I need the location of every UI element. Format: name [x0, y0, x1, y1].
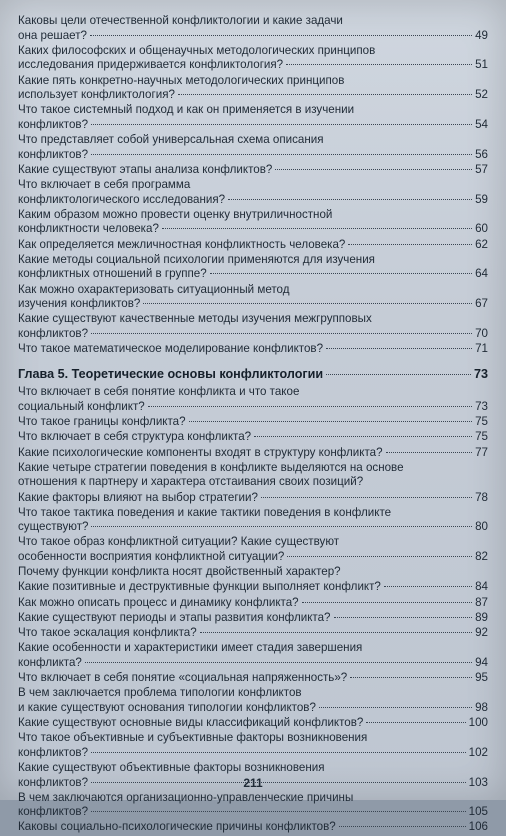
toc-entry-text: Что такое эскалация конфликта? — [18, 626, 197, 639]
toc-entry-text: В чем заключается проблема типологии конфликтов — [18, 686, 302, 700]
toc-page-number: 57 — [475, 162, 488, 176]
toc-entry-text: Какие существуют качественные методы изучения межгрупповых — [18, 312, 372, 326]
toc-entry-line — [18, 596, 488, 611]
toc-entry — [18, 565, 488, 580]
toc-entry — [18, 385, 488, 414]
toc-entry-line — [18, 29, 488, 44]
toc-page-number: 70 — [475, 327, 488, 340]
leader-dots — [91, 526, 472, 527]
leader-dots — [319, 707, 472, 708]
toc-entry-line — [18, 283, 488, 298]
toc-page-number: 105 — [468, 805, 488, 819]
toc-entry — [18, 596, 488, 611]
toc-entry — [18, 791, 488, 820]
toc-entry-text: использует конфликтология? — [18, 88, 175, 102]
leader-dots — [366, 722, 465, 723]
toc-entry-line — [18, 506, 488, 521]
toc-entry-line — [18, 686, 488, 701]
toc-entry-text: она решает? — [18, 28, 87, 42]
toc-entry — [18, 626, 488, 641]
toc-entry — [18, 283, 488, 312]
leader-dots — [148, 406, 472, 407]
leader-dots — [350, 677, 472, 678]
toc-entry — [18, 163, 488, 178]
toc-entry-text: В чем заключаются организационно-управленческие причины — [18, 790, 354, 804]
leader-dots — [287, 556, 472, 557]
toc-page-number: 80 — [475, 520, 488, 534]
toc-entry-text: исследования придерживается конфликтология? — [18, 58, 284, 72]
toc-entry — [18, 686, 488, 715]
toc-entry — [18, 178, 488, 207]
toc-entry — [18, 491, 488, 506]
toc-entry — [18, 415, 488, 430]
toc-entry-text: конфликтов? — [18, 117, 89, 131]
leader-dots — [339, 826, 466, 827]
toc-entry-text: Как можно описать процесс и динамику конфликта? — [18, 595, 299, 609]
toc-page-number: 103 — [468, 775, 488, 789]
toc-entry-text: конфликтологического исследования? — [18, 192, 226, 206]
toc-entry-text: конфликтности человека? — [18, 222, 159, 236]
toc-entry-text: Что такое объективные и субъективные факторы возникновения — [18, 731, 368, 745]
toc-entry-line — [18, 626, 488, 641]
toc-entry — [18, 208, 488, 237]
toc-entry-line — [18, 88, 488, 103]
leader-dots — [91, 333, 472, 334]
toc-entry-text: Каковы социально-психологические причины конфликтов? — [18, 820, 336, 834]
leader-dots — [91, 811, 466, 812]
toc-entry-line — [18, 163, 488, 178]
toc-entry-text: конфликтов? — [18, 147, 89, 161]
leader-dots — [228, 199, 472, 200]
toc-entry — [18, 716, 488, 731]
chapter-title: Глава 5. Теоретические основы конфликтологии — [18, 366, 324, 381]
toc-entry-text: Каковы цели отечественной конфликтологии и какие задачи — [18, 14, 343, 27]
toc-entry-text: Какие четыре стратегии поведения в конфликте выделяются на основе — [18, 460, 404, 474]
toc-entry — [18, 535, 488, 564]
toc-entry — [18, 430, 488, 445]
toc-entry-line — [18, 461, 488, 476]
toc-entry-text: Какие пять конкретно-научных методологических принципов — [18, 73, 345, 87]
toc-entry-text: Что такое границы конфликта? — [18, 415, 186, 429]
toc-entry — [18, 312, 488, 341]
toc-entry-line — [18, 580, 488, 595]
page-number: 211 — [243, 776, 263, 790]
leader-dots — [162, 228, 472, 229]
leader-dots — [189, 421, 473, 422]
chapter-heading — [18, 367, 488, 382]
toc-entry-text: Каких философских и общенаучных методологических принципов — [18, 43, 376, 57]
toc-entry — [18, 506, 488, 535]
toc-entry — [18, 133, 488, 162]
toc-page-number: 67 — [475, 297, 488, 311]
toc-page-number: 56 — [475, 147, 488, 161]
toc-entry-text: конфликтов? — [18, 775, 89, 789]
leader-dots — [178, 94, 472, 95]
toc-page-number: 102 — [468, 745, 488, 759]
leader-dots — [326, 374, 471, 375]
toc-entry-text: Какие существуют объективные факторы возникновения — [18, 760, 325, 774]
leader-dots — [302, 602, 472, 603]
toc-entry-text: Что представляет собой универсальная схема описания — [18, 133, 324, 147]
toc-entry-text: Какие существуют основные виды классификаций конфликтов? — [18, 715, 364, 729]
toc-section-2 — [18, 385, 488, 835]
toc-entry-text: конфликтов? — [18, 745, 89, 759]
toc-entry-line — [18, 746, 488, 761]
toc-entry-line — [18, 297, 488, 312]
toc-entry — [18, 253, 488, 282]
toc-entry-line — [18, 761, 488, 776]
toc-entry — [18, 820, 488, 835]
toc-page-number: 82 — [475, 550, 488, 564]
toc-entry-line — [18, 430, 488, 445]
toc-entry-line — [18, 550, 488, 565]
leader-dots — [286, 64, 472, 65]
leader-dots — [261, 497, 472, 498]
toc-entry-line — [18, 327, 488, 342]
leader-dots — [326, 348, 472, 349]
toc-entry-text: Что такое математическое моделирование конфликтов? — [18, 342, 324, 356]
leader-dots — [348, 244, 472, 245]
toc-entry-text: Как определяется межличностная конфликтность человека? — [18, 237, 346, 251]
toc-entry — [18, 641, 488, 670]
toc-entry-line — [18, 656, 488, 671]
toc-entry-line — [18, 400, 488, 415]
toc-page-number: 89 — [475, 610, 488, 624]
toc-entry-line — [18, 446, 488, 461]
leader-dots — [334, 617, 473, 618]
leader-dots — [85, 662, 472, 663]
toc-entry-line — [18, 14, 488, 29]
toc-entry-text: Почему функции конфликта носят двойственный характер? — [18, 565, 341, 579]
toc-entry-text: и какие существуют основания типологии конфликтов? — [18, 700, 316, 714]
toc-page-number: 64 — [475, 267, 488, 281]
toc-entry-text: Что включает в себя структура конфликта? — [18, 430, 252, 444]
toc-entry-text: Какие факторы влияют на выбор стратегии? — [18, 490, 258, 504]
toc-entry-text: Что включает в себя понятие конфликта и что такое — [18, 385, 300, 399]
toc-entry-line — [18, 148, 488, 163]
toc-entry — [18, 44, 488, 73]
toc-entry-line — [18, 178, 488, 193]
toc-entry-text: особенности восприятия конфликтной ситуации? — [18, 550, 285, 564]
toc-entry-line — [18, 475, 488, 490]
toc-entry — [18, 446, 488, 461]
toc-entry-line — [18, 415, 488, 430]
leader-dots — [91, 124, 472, 125]
toc-page-number: 49 — [475, 28, 488, 42]
leader-dots — [91, 752, 466, 753]
leader-dots — [386, 452, 473, 453]
toc-entry-text: Какие методы социальной психологии применяются для изучения — [18, 252, 375, 266]
leader-dots — [143, 303, 472, 304]
toc-entry-line — [18, 74, 488, 89]
toc-page-number: 98 — [475, 700, 488, 714]
toc-section-1 — [18, 14, 488, 357]
leader-dots — [200, 632, 472, 633]
leader-dots — [90, 35, 472, 36]
toc-page-number: 59 — [475, 192, 488, 206]
toc-entry-line — [18, 385, 488, 400]
toc-entry — [18, 461, 488, 490]
toc-page-number: 87 — [475, 595, 488, 609]
toc-page-number: 78 — [475, 490, 488, 504]
toc-entry-line — [18, 641, 488, 656]
toc-page-number: 75 — [475, 415, 488, 429]
toc-page-number: 100 — [468, 715, 488, 729]
leader-dots — [210, 273, 472, 274]
toc-entry-line — [18, 222, 488, 237]
toc-entry-line — [18, 193, 488, 208]
toc-entry-text: конфликтных отношений в группе? — [18, 267, 207, 281]
toc-entry-text: существуют? — [18, 520, 89, 534]
toc-page-number: 51 — [475, 58, 488, 72]
toc-entry-line — [18, 701, 488, 716]
toc-entry-line — [18, 253, 488, 268]
toc-page-number: 60 — [475, 222, 488, 236]
toc-entry — [18, 342, 488, 357]
toc-entry — [18, 580, 488, 595]
toc-entry-text: конфликтов? — [18, 805, 89, 819]
toc-entry-text: Какие психологические компоненты входят в структуру конфликта? — [18, 445, 383, 459]
leader-dots — [254, 436, 472, 437]
toc-entry-line — [18, 58, 488, 73]
toc-entry — [18, 103, 488, 132]
toc-page-number: 77 — [475, 445, 488, 459]
toc-entry-text: Какие позитивные и деструктивные функции выполняет конфликт? — [18, 580, 381, 594]
toc-entry-line — [18, 791, 488, 806]
toc-entry-text: социальный конфликт? — [18, 399, 145, 413]
toc-entry-line — [18, 491, 488, 506]
toc-entry-line — [18, 535, 488, 550]
toc-entry-text: конфликтов? — [18, 327, 89, 340]
toc-entry-line — [18, 671, 488, 686]
toc-entry-line — [18, 805, 488, 820]
toc-entry-line — [18, 238, 488, 253]
toc-entry-text: Какие существуют этапы анализа конфликтов? — [18, 162, 273, 176]
toc-page-number: 92 — [475, 626, 488, 639]
toc-entry-line — [18, 103, 488, 118]
chapter-page: 73 — [473, 366, 488, 381]
toc-entry — [18, 14, 488, 43]
toc-entry-text: Что такое тактика поведения и какие тактики поведения в конфликте — [18, 505, 392, 519]
toc-entry-line — [18, 312, 488, 327]
toc-entry-text: Каким образом можно провести оценку внутриличностной — [18, 207, 333, 221]
toc-entry — [18, 731, 488, 760]
leader-dots — [384, 586, 472, 587]
table-of-contents — [18, 14, 488, 836]
toc-page-number: 95 — [475, 670, 488, 684]
toc-entry — [18, 74, 488, 103]
toc-page-number: 94 — [475, 655, 488, 669]
toc-entry-line — [18, 716, 488, 731]
toc-entry-line — [18, 820, 488, 835]
toc-entry-line — [18, 520, 488, 535]
toc-entry-line — [18, 44, 488, 59]
toc-entry-text: Что включает в себя понятие «социальная напряженность»? — [18, 670, 348, 684]
toc-entry-line — [18, 267, 488, 282]
toc-page-number: 52 — [475, 88, 488, 102]
toc-page-number: 75 — [475, 430, 488, 444]
toc-page-number: 106 — [468, 820, 488, 834]
toc-entry — [18, 671, 488, 686]
toc-entry-line — [18, 565, 488, 580]
toc-entry-text: Что включает в себя программа — [18, 178, 191, 192]
toc-page-number: 62 — [475, 237, 488, 251]
toc-entry-line — [18, 342, 488, 357]
toc-entry-text: Что такое образ конфликтной ситуации? Какие существуют — [18, 535, 340, 549]
toc-entry — [18, 611, 488, 626]
leader-dots — [91, 154, 472, 155]
toc-entry-text: Какие особенности и характеристики имеет стадия завершения — [18, 641, 363, 655]
toc-entry-text: конфликта? — [18, 655, 82, 669]
toc-entry-text: Что такое системный подход и как он применяется в изучении — [18, 103, 355, 117]
toc-entry-line — [18, 208, 488, 223]
toc-entry-line — [18, 611, 488, 626]
toc-entry-line — [18, 731, 488, 746]
toc-entry-text: изучения конфликтов? — [18, 297, 141, 311]
toc-page-number: 73 — [475, 399, 488, 413]
toc-entry-line — [18, 118, 488, 133]
toc-entry-text: Какие существуют периоды и этапы развития конфликта? — [18, 610, 331, 624]
toc-page-number: 71 — [475, 342, 488, 356]
toc-entry — [18, 238, 488, 253]
leader-dots — [275, 169, 472, 170]
toc-page-number: 84 — [475, 580, 488, 594]
toc-entry-line — [18, 133, 488, 148]
toc-entry-text: Как можно охарактеризовать ситуационный метод — [18, 282, 290, 296]
toc-entry-text: отношения к партнеру и характера отстаивания своих позиций? — [18, 475, 364, 489]
toc-page-number: 54 — [475, 117, 488, 131]
